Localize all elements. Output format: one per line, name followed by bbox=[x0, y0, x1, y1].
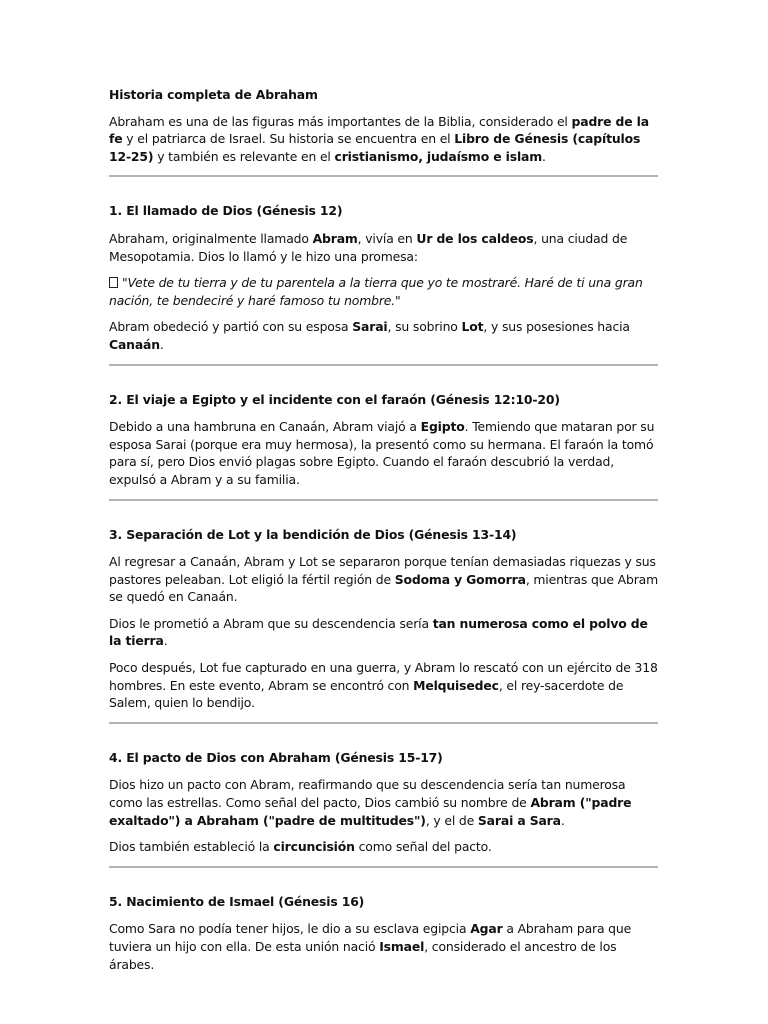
text-run: . Temiendo que mataran por su esposa Sarai (porque era muy hermosa), la presentó como su hermana. El faraón la tomó para sí, pero Dios envió plagas sobre Egipto. Cuando el faraón descubrió la verdad, expulsó a Abram y a su familia. bbox=[109, 419, 655, 487]
text-run: , y el de bbox=[425, 812, 478, 828]
text-run: . bbox=[542, 148, 546, 164]
section-divider bbox=[109, 499, 658, 501]
section-paragraph bbox=[109, 838, 658, 856]
text-run: Debido a una hambruna en Canaán, Abram viajó a bbox=[109, 419, 421, 435]
section-divider bbox=[109, 722, 658, 724]
quote-box-icon bbox=[109, 277, 118, 288]
section-paragraph bbox=[109, 553, 658, 606]
bold-text: Melquisedec bbox=[413, 677, 499, 693]
section-heading: 3. Separación de Lot y la bendición de Dios (Génesis 13-14) bbox=[109, 526, 517, 542]
section-divider bbox=[109, 866, 658, 868]
text-run: , el rey-sacerdote de Salem, quien lo bendijo. bbox=[109, 677, 624, 711]
section-paragraph bbox=[109, 659, 658, 712]
section-paragraph bbox=[109, 274, 658, 309]
section-paragraph bbox=[109, 615, 658, 650]
quote-text: "Vete de tu tierra y de tu parentela a la tierra que yo te mostraré. Haré de ti una gran nación, te bendeciré y haré famoso tu nombre." bbox=[109, 275, 643, 308]
section-divider bbox=[109, 364, 658, 366]
section-heading: 5. Nacimiento de Ismael (Génesis 16) bbox=[109, 893, 365, 909]
text-run: , una ciudad de Mesopotamia. Dios lo llamó y le hizo una promesa: bbox=[109, 230, 628, 264]
bold-text: cristianismo, judaísmo e islam bbox=[334, 148, 543, 164]
bold-text: Sarai bbox=[352, 319, 388, 335]
bold-text: Libro de Génesis (capítulos 12-25) bbox=[109, 131, 641, 164]
intro-paragraph bbox=[109, 113, 658, 166]
text-run: . bbox=[163, 633, 168, 649]
text-run: , vivía en bbox=[357, 230, 417, 246]
bold-text: Abram ("padre exaltado") a Abraham ("padre de multitudes") bbox=[109, 795, 632, 828]
section-paragraph bbox=[109, 318, 658, 353]
text-run: Dios le prometió a Abram que su descendencia sería bbox=[109, 615, 433, 631]
text-run: Abraham, originalmente llamado bbox=[109, 230, 313, 246]
section-paragraph bbox=[109, 920, 658, 973]
text-run: . bbox=[560, 812, 565, 828]
bold-text: Ur de los caldeos bbox=[416, 230, 534, 246]
section-heading: 2. El viaje a Egipto y el incidente con el faraón (Génesis 12:10-20) bbox=[109, 391, 560, 407]
text-run: , su sobrino bbox=[387, 319, 462, 335]
bold-text: tan numerosa como el polvo de la tierra bbox=[109, 615, 648, 649]
bold-text: padre de la fe bbox=[109, 113, 649, 147]
section-paragraph bbox=[109, 776, 658, 829]
bold-text: circuncisión bbox=[273, 839, 355, 855]
bold-text: Egipto bbox=[420, 419, 465, 435]
text-run: Dios también estableció la bbox=[109, 839, 274, 855]
document-title: Historia completa de Abraham bbox=[109, 87, 318, 102]
bold-text: Abram bbox=[312, 230, 358, 246]
text-run: , mientras que Abram se quedó en Canaán. bbox=[109, 571, 658, 605]
text-run: Abram obedeció y partió con su esposa bbox=[109, 319, 353, 335]
document-page bbox=[109, 86, 658, 982]
sections-container bbox=[109, 202, 658, 973]
bold-text: Lot bbox=[461, 319, 484, 335]
bold-text: Sarai a Sara bbox=[477, 812, 561, 828]
bold-text: Ismael bbox=[379, 939, 425, 954]
bold-text: Sodoma y Gomorra bbox=[394, 571, 526, 587]
text-run: Poco después, Lot fue capturado en una guerra, y Abram lo rescató con un ejército de 318 hombres. En este evento, Abram se encontró con bbox=[109, 660, 658, 693]
bold-text: Canaán bbox=[109, 336, 160, 352]
text-run: , y sus posesiones hacia bbox=[483, 319, 630, 335]
text-run: y también es relevante en el bbox=[153, 148, 335, 164]
text-run: y el patriarca de Israel. Su historia se encuentra en el bbox=[122, 131, 455, 147]
bold-text: Agar bbox=[470, 921, 503, 937]
text-run: como señal del pacto. bbox=[354, 839, 492, 855]
text-run: Abraham es una de las figuras más importantes de la Biblia, considerado el bbox=[109, 113, 572, 129]
section-heading: 1. El llamado de Dios (Génesis 12) bbox=[109, 203, 343, 219]
section-paragraph bbox=[109, 418, 658, 488]
text-run: Al regresar a Canaán, Abram y Lot se separaron porque tenían demasiadas riquezas y sus pastores peleaban. Lot eligió la fértil región de bbox=[109, 554, 656, 587]
section-heading: 4. El pacto de Dios con Abraham (Génesis 15-17) bbox=[109, 749, 443, 765]
text-run: Como Sara no podía tener hijos, le dio a su esclava egipcia bbox=[109, 921, 471, 937]
text-run: , considerado el ancestro de los árabes. bbox=[109, 939, 617, 972]
section-divider bbox=[109, 175, 658, 177]
text-run: . bbox=[159, 336, 164, 352]
text-run: Dios hizo un pacto con Abram, reafirmando que su descendencia sería tan numerosa como las estrellas. Como señal del pacto, Dios cambió su nombre de bbox=[109, 777, 626, 811]
section-paragraph bbox=[109, 230, 658, 265]
text-run: a Abraham para que tuviera un hijo con ella. De esta unión nació bbox=[109, 921, 632, 954]
